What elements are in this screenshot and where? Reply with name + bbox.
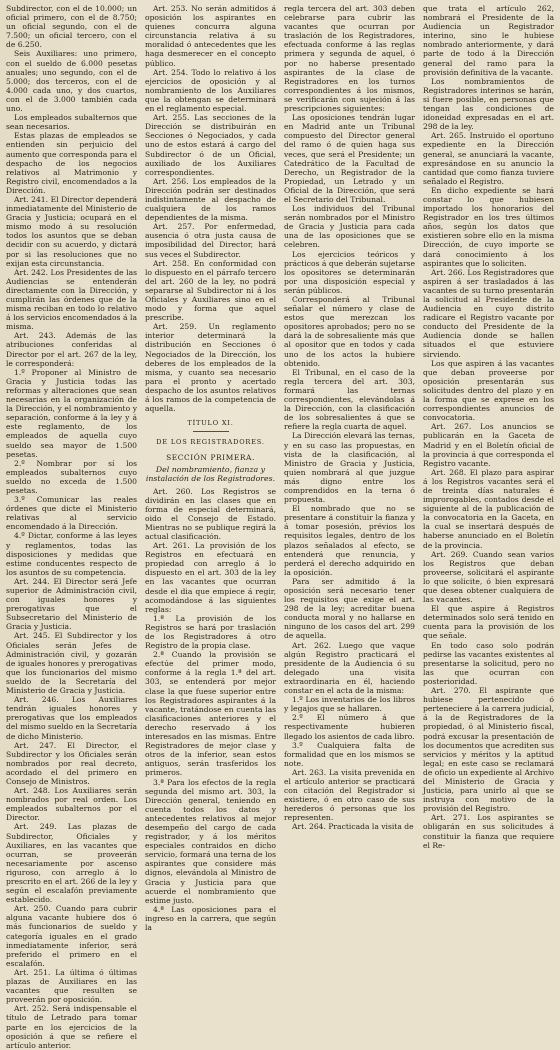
paragraph: Art. 271. Los aspirantes se obligarán en sus solicitudes á constituir la fianza que requiere el Re- xyxy=(423,813,554,850)
paragraph: En todo caso solo podrán pedirse las vacantes existentes al presentarse la solicitud, pero no las que ocurran con posterioridad. xyxy=(423,640,554,686)
paragraph: Art. 263. La visita prevenida en el artículo anterior se practicará con citación del Registrador si existiere, ó en otro caso de sus herederos ó personas que los representen. xyxy=(284,767,415,823)
paragraph: Los ejercicios teóricos y prácticos á que deberán sujetarse los opositores se determinarán por una disposición especial y serán públicos. xyxy=(284,249,415,295)
paragraph: El Tribunal, en el caso de la regla tercera del art. 303, formará las ternas correspondientes, elevándolas á la Dirección, con la clasificación de los sobresalientes á que se refiere la regla cuarta de aquel. xyxy=(284,367,415,432)
section-divider xyxy=(193,431,229,432)
paragraph: 3.ª Para los efectos de la regla segunda del mismo art. 303, la Dirección general, teniendo en cuenta todos los datos y antecedentes relativos al mejor desempeño del cargo de cada registrador, y á los méritos especiales contraidos en dicho servicio, formará una terna de los aspirantes que considere más dignos, elevándola al Ministro de Gracia y Justicia para que acuerde el nombramiento que estime justo. xyxy=(145,777,276,905)
paragraph: 4.º Dictar, conforme á las leyes y reglamentos, todas las disposiciones y medidas que estime conducentes respecto de los asuntos de su competencia. xyxy=(6,531,137,577)
paragraph: Art. 262. Luego que vaque algún Registro practicará el presidente de la Audiencia ó su delegado una visita extraordinaria en él, haciendo constar en el acta de la misma: xyxy=(284,640,415,696)
paragraph: Art. 248. Los Auxiliares serán nombrados por real orden. Los empleados subalternos por el Director. xyxy=(6,786,137,823)
text-column-4 xyxy=(423,4,554,850)
paragraph: Art. 266. Los Registradores que aspiren á ser trasladados á las vacantes de su turno presentarán la solicitud al Presidente de la Audiencia en cuyo distrito radicare el Registro vacante por conducto del Presidente de la Audiencia donde se hallen situados el que estuviere sirviendo. xyxy=(423,267,554,359)
paragraph: Art. 256. Los empleados de la Dirección podrán ser destinados indistintamente al despacho de cualquiera de los ramos dependientes de la misma. xyxy=(145,176,276,223)
paragraph: El que aspire á Registros determinados solo será tenido en cuenta para la provisión de los que señale. xyxy=(423,604,554,641)
paragraph: Art. 269. Cuando sean varios los Registros que deban proveerse, solicitará el aspirante lo que solicite, ó bien expresará que desea obtener cualquiera de las vacantes. xyxy=(423,549,554,605)
paragraph: Art. 260. Los Registros se dividirán en las clases que en forma de especial determinará, oido el Consejo de Estado. Mientras no se publique regirá la actual clasificación. xyxy=(145,486,276,541)
paragraph: Art. 258. En conformidad con lo dispuesto en el párrafo tercero del art. 260 de la ley, no podrá separarse al Subdirector ni á los Oficiales y Auxiliares sino en el modo y forma que aquel prescribe. xyxy=(145,258,276,323)
paragraph: 3.º Cualquiera falta de formalidad que en los mismos se note. xyxy=(284,740,415,768)
paragraph: 1.ª La provisión de los Registros se hará por traslación de los Registradores á otro Registro de la propia clase. xyxy=(145,613,276,651)
paragraph: Art. 254. Todo lo relativo á los ejercicios de oposición y al nombramiento de los Auxiliares que la obtengan se determinará en el reglamento especial. xyxy=(145,67,276,114)
text-column-1 xyxy=(6,4,137,1050)
paragraph: 2.ª Cuando la provisión se efectúe del primer modo, conforme á la regla 1.ª del art. 303, se entenderá por mejor clase la que fuese superior entre los Registradores aspirantes á la vacante, tratándose en cuenta las clasificaciones anteriores y el derecho reservado á los interesados en las mismas. Entre Registradores de mejor clase y otros de la inferior, sean estos antiguos, serán trasferidos los primeros. xyxy=(145,650,276,778)
paragraph: 3.º Comunicar las reales órdenes que dicte el Ministerio relativas al servicio encomendado á la Dirección. xyxy=(6,495,137,532)
section-subheading: Del nombramiento, fianza y instalación de los Registradores. xyxy=(145,464,276,483)
section-heading: SECCIÓN PRIMERA. xyxy=(166,453,255,463)
paragraph: Art. 265. Instruido el oportuno expediente en la Dirección general, se anunciará la vacante, expresándose en su anuncio la cantidad que como fianza tuviere señalado el Registro. xyxy=(423,131,554,186)
paragraph: Estas plazas de empleados se entienden sin perjuicio del aumento que corresponda para el despacho de los negocios relativos al Matrimonio y Registro civil, encomendados a la Dirección. xyxy=(6,131,137,195)
paragraph: La Dirección elevará las ternas, y en su caso las propuestas, en vista de la clasificación, al Ministro de Gracia y Justicia, quien nombrará al que juzgue más digno entre los comprendidos en la terna ó propuesta. xyxy=(284,431,415,505)
paragraph: 4.ª Las oposiciones para el ingreso en la carrera, que según la xyxy=(145,904,276,932)
paragraph: Las oposiciones tendrán lugar en Madrid ante un Tribunal compuesto del Director general del ramo ó de quien haga sus veces, que será el Presidente; un Catedrático de la Facultad de Derecho, un Registrador de la Propiedad, un Letrado y un Oficial de la Dirección, que será el Secretario del Tribunal. xyxy=(284,113,415,204)
paragraph: Art. 267. Los anuncios se publicarán en la Gaceta de Madrid y en el Boletín oficial de la provincia á que corresponda el Registro vacante. xyxy=(423,422,554,468)
paragraph: Art. 244. El Director será Jefe superior de Administración civil, con iguales honores y prerogativas que el Subsecretario del Ministerio de Gracia y Justicia. xyxy=(6,576,137,632)
paragraph: Subdirector, con el de 10.000; un oficial primero, con el de 8.750; un oficial segundo, con el de 7.500; un oficial tercero, con el de 6.250. xyxy=(6,4,137,50)
paragraph: 2.º El número á que respectivamente hubieren llegado los asientos de cada libro. xyxy=(284,713,415,741)
paragraph: Los individuos del Tribunal serán nombrados por el Ministro de Gracia y Justicia para cada una de las oposiciones que se celebren. xyxy=(284,204,415,250)
paragraph: Art. 270. El aspirante que hubiese pertenecido ó perteneciere á la carrera judicial, á la de Registradores de la propiedad, ó al Ministerio fiscal, podrá excusar la presentación de los documentos que acrediten sus servicios y méritos y la aptitud legal; en este caso se reclamará de oficio un expediente al Archivo del Ministerio de Gracia y Justicia, para unirlo al que se instruya con motivo de la provisión del Registro. xyxy=(423,686,554,814)
paragraph: 1.º Los inventarios de los libros y legajos que se hallaren. xyxy=(284,695,415,714)
paragraph: Art. 249. Las plazas de Subdirector, Oficiales y Auxiliares, en las vacantes que ocurran, se proveerán necesariamente por ascenso riguroso, con arreglo á lo prescrito en el art. 266 de la ley y según el escalafón previamente establecido. xyxy=(6,822,137,905)
paragraph: Art. 246. Los Auxiliares tendrán iguales honores y prerogativas que los empleados del mismo sueldo en la Secretaría de dicho Ministerio. xyxy=(6,695,137,741)
paragraph: Corresponderá al Tribunal señalar el número y clase de estos que merezcan los opositores aprobados; pero no se dará la de sobresaliente más que al opositor que en todos y cada uno de los actos la hubiere obtenido. xyxy=(284,295,415,368)
paragraph: Art. 251. La última ó últimas plazas de Auxiliares en las vacantes que resulten se proveerán por oposición. xyxy=(6,967,137,1005)
paragraph: Art. 257. Por enfermedad, ausencia ó otra justa causa de imposibilidad del Director, hará sus veces el Subdirector. xyxy=(145,222,276,259)
paragraph: Seis Auxiliares: uno primero, con el sueldo de 6.000 pesetas anuales; uno segundo, con el de 5.000; dos terceros, con el de 4.000 cada uno, y dos cuartos, con el de 3.000 también cada uno. xyxy=(6,49,137,114)
title-heading: TÍTULO XI. xyxy=(187,419,234,428)
paragraph: Los que aspiren á las vacantes que deban proveerse por oposición presentarán sus solicitudes dentro del plazo y en la forma que se exprese en los correspondientes anuncios de convocatoria. xyxy=(423,358,554,423)
paragraph: Art. 252. Será indispensable el título de Letrado para tomar parte en los ejercicios de la oposición á que se refiere el artículo anterior. xyxy=(6,1004,137,1050)
paragraph: Los nombramientos de Registradores interinos se harán, si fuere posible, en personas que tengan las condiciones de idoneidad expresadas en el art. 298 de la ley. xyxy=(423,76,554,132)
paragraph: Art. 242. Los Presidentes de las Audiencias se entenderán directamente con la Dirección, y cumplirán las órdenes que de la misma reciban en todo lo relativo á los servicios encomendados á la misma. xyxy=(6,267,137,332)
paragraph: Art. 259. Un reglamento interior determinará la distribución en Secciones ó Negociados de la Dirección, los deberes de los empleados de la misma, y cuanto sea necesario para el pronto y acertado despacho de los asuntos relativos á los ramos de la competencia de aquella. xyxy=(145,322,276,414)
text-column-2 xyxy=(145,4,276,932)
paragraph: Art. 245. El Subdirector y los Oficiales serán Jefes de Administración civil, y gozarán de iguales honores y prerogativas que los funcionarios del mismo sueldo de la Secretaría del Ministerio de Gracia y Justicia. xyxy=(6,631,137,696)
paragraph: 1.º Proponer al Ministro de Gracia y Justicia todas las reformas y alteraciones que sean necesarias en la organización de la Dirección, y el nombramiento y separación, conforme á la ley y á este reglamento, de los empleados de aquella cuyo sueldo sea mayor de 1.500 pesetas. xyxy=(6,367,137,459)
paragraph: que trata el artículo 262, nombrará el Presidente de la Audiencia un Registrador interino, sino le hubiese nombrado anteriormente, y dará parte de todo á la Dirección general del ramo para la provisión definitiva de la vacante. xyxy=(423,4,554,77)
paragraph: Art. 255. Las secciones de la Dirección se distribuirán en Secciones ó Negociados, y cada uno de estos estará á cargo del Subdirector ó de un Oficial, auxiliado de los Auxiliares correspondientes. xyxy=(145,113,276,177)
paragraph: Art. 261. La provisión de los Registros en efectuará en propiedad con arreglo á lo dispuesto en el art. 303 de la ley en las vacantes que ocurran desde el dia que empiece á regir, acomodándose á las siguientes reglas: xyxy=(145,541,276,614)
paragraph: Art. 247. El Director, el Subdirector y los Oficiales serán nombrados por real decreto, acordado el del primero en Consejo de Ministros. xyxy=(6,740,137,786)
paragraph: Art. 253. No serán admitidos á oposición los aspirantes en quienes concurra alguna circunstancia relativa á su moralidad ó antecedentes que les haga desmerecer en el concepto público. xyxy=(145,4,276,68)
paragraph: regla tercera del art. 303 deben celebrarse para cubrir las vacantes que ocurran por traslación de los Registradores, efectuada conforme á las reglas primera y segunda de aquel, ó por no haberse presentado aspirantes de la clase de Registradores en los turnos correspondientes á los mismos, se verificarán con sujeción á las prescripciones siguientes: xyxy=(284,4,415,114)
title-heading: DE LOS REGISTRADORES. xyxy=(156,438,265,447)
paragraph: Art. 243. Además de las atribuciones conferidas al Director por el art. 267 de la ley, le corresponderá: xyxy=(6,331,137,368)
paragraph: Art. 268. El plazo para aspirar á los Registros vacantes será el de treinta días naturales é improrogables, contados desde el siguiente al de la publicación de la convocatoria en la Gaceta, en la cual se insertará después de haberse anunciado en el Boletín de la provincia. xyxy=(423,467,554,550)
paragraph: En dicho expediente se hará constar lo que hubiesen importado los honorarios del Registrador en los tres últimos años, según los datos que existieren sobre ello en la misma Dirección, de cuyo importe se dará conocimiento á los aspirantes que lo soliciten. xyxy=(423,185,554,268)
text-column-3 xyxy=(284,4,415,832)
paragraph: Art. 250. Cuando para cubrir alguna vacante hubiere dos ó más funcionarios de sueldo y categoría iguales en el grado inmediatamente inferior, será preferido el primero en el escalafón. xyxy=(6,904,137,968)
paragraph: El nombrado que no se presentare á constituir la fianza y á tomar posesión, prévios los requisitos legales, dentro de los plazos señalados al efecto, se entenderá que renuncia, y perderá el derecho adquirido en la oposición. xyxy=(284,504,415,577)
paragraph: Art. 241. El Director dependerá inmediatamente del Ministerio de Gracia y Justicia; ocupará en el mismo modo á su resolución todos los asuntos que se deban decidir con su acuerdo, y dictará por si las resoluciones que no exijan esta circunstancia. xyxy=(6,194,137,268)
paragraph: Los empleados subalternos que sean necesarios. xyxy=(6,113,137,132)
paragraph: Art. 264. Practicada la visita de xyxy=(292,822,414,832)
paragraph: 2.º Nombrar por sí los empleados subalternos cuyo sueldo no exceda de 1.500 pesetas. xyxy=(6,458,137,495)
paragraph: Para ser admitido á la oposición será necesario tener los requisitos que exige el art. 298 de la ley; acreditar buena conducta moral y no hallarse en ninguno de los casos del art. 299 de aquella. xyxy=(284,576,415,641)
